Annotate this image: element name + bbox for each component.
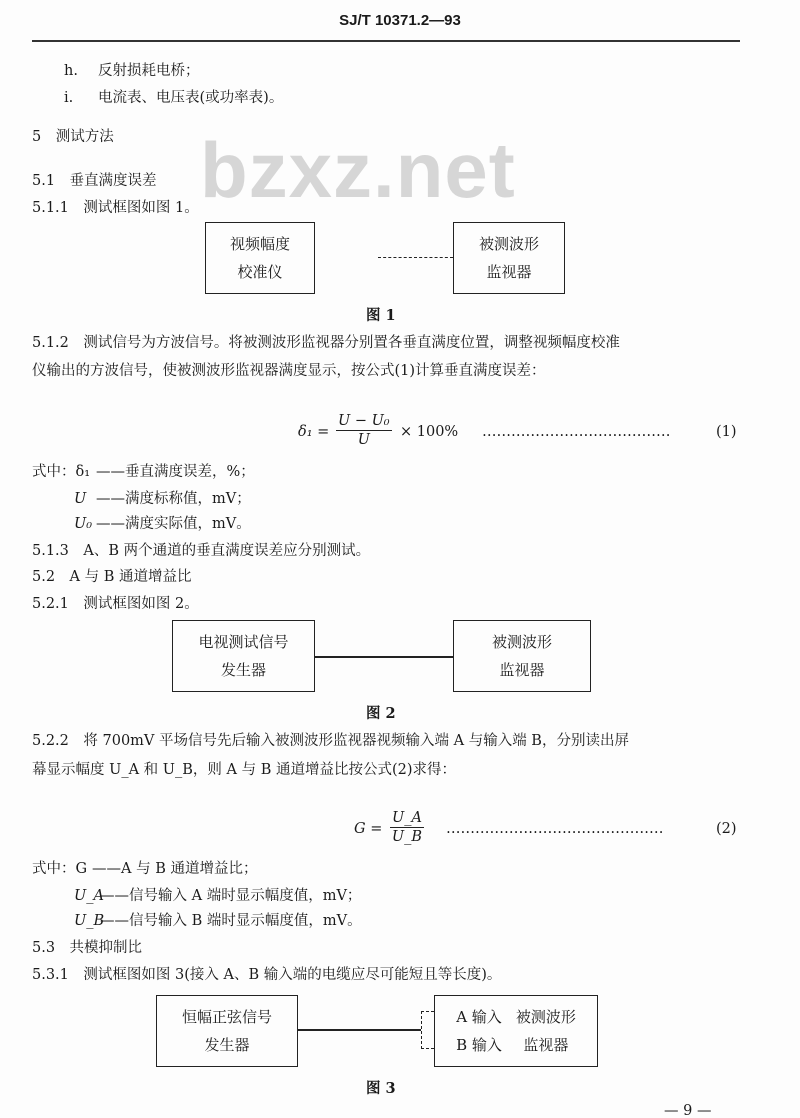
formula-tail: × 100% [400, 424, 459, 440]
paragraph: 5.2.2 将 700mV 平场信号先后输入被测波形监视器视频输入端 A 与输入端 B，分别读出屏 [32, 733, 629, 749]
formula-lhs: δ₁ = [298, 424, 330, 440]
list-item: 电流表、电压表(或功率表)。 [98, 90, 284, 106]
input-a-label: A 输入 [456, 1008, 502, 1026]
section-heading: 5.1 垂直满度误差 [32, 173, 157, 189]
paragraph: 仪输出的方波信号，使被测波形监视器满度显示，按公式(1)计算垂直满度误差： [32, 363, 546, 379]
page-number: — 9 — [664, 1103, 712, 1118]
box-label: 校准仪 [237, 263, 283, 281]
formula-fraction [390, 809, 424, 846]
fig1-connector [378, 257, 453, 260]
fig3-right-box [434, 995, 598, 1067]
paragraph: 5.2.1 测试框图如图 2。 [32, 596, 199, 612]
figure-caption: 图 1 [366, 307, 396, 324]
leader-dots: ………………………………… [482, 424, 671, 440]
box-label: 被测波形 [478, 235, 539, 253]
doc-header: SJ/T 10371.2—93 [339, 12, 461, 29]
formula-lhs: G = [354, 821, 383, 837]
fig3-splitter [421, 1011, 434, 1049]
list-marker: i. [64, 90, 74, 106]
where-symbol: U [74, 491, 87, 507]
device-labels [516, 1003, 576, 1059]
list-item: 反射损耗电桥； [98, 63, 200, 79]
input-labels [456, 1003, 502, 1059]
section-heading: 5.3 共模抑制比 [32, 940, 143, 956]
where-desc: ——满度实际值，mV。 [96, 516, 251, 532]
box-label: 发生器 [204, 1036, 250, 1054]
box-label: 监视器 [486, 263, 532, 281]
section-heading: 5 测试方法 [32, 129, 114, 145]
leader-dots: ……………………………………… [446, 821, 664, 837]
input-b-label: B 输入 [456, 1036, 502, 1054]
where-symbol: U_A [74, 888, 104, 904]
box-label: 被测波形 [515, 1008, 576, 1026]
where-desc: ——A 与 B 通道增益比； [92, 861, 258, 877]
fig2-left-box [172, 620, 315, 692]
where-desc: ——信号输入 B 端时显示幅度值，mV。 [100, 913, 362, 929]
where-symbol: U_B [74, 913, 105, 929]
section-heading: 5.2 A 与 B 通道增益比 [32, 569, 192, 585]
paragraph: 5.1.1 测试框图如图 1。 [32, 200, 199, 216]
box-label: 监视器 [499, 661, 545, 679]
box-label: 电视测试信号 [198, 633, 289, 651]
formula-fraction [336, 412, 392, 449]
fig2-connector [314, 656, 453, 658]
where-desc: ——垂直满度误差，%； [96, 464, 255, 480]
numerator: U_A [392, 810, 422, 826]
where-symbol: 式中：δ₁ [32, 464, 91, 480]
box-label: 恒幅正弦信号 [181, 1008, 272, 1026]
where-symbol: U₀ [74, 516, 93, 532]
box-label: 视频幅度 [229, 235, 290, 253]
box-label: 被测波形 [491, 633, 552, 651]
fig1-left-box [205, 222, 315, 294]
fig2-right-box [453, 620, 591, 692]
formula-number: (1) [716, 424, 737, 440]
box-label: 发生器 [220, 661, 266, 679]
paragraph: 5.3.1 测试框图如图 3(接入 A、B 输入端的电缆应尽可能短且等长度)。 [32, 967, 502, 983]
formula-number: (2) [716, 821, 737, 837]
header-rule [32, 40, 740, 42]
where-desc: ——满度标称值，mV； [96, 491, 251, 507]
denominator: U [357, 432, 370, 448]
numerator: U − U₀ [338, 413, 390, 429]
paragraph: 幕显示幅度 U_A 和 U_B，则 A 与 B 通道增益比按公式(2)求得： [32, 762, 456, 778]
fig1-right-box [453, 222, 565, 294]
list-marker: h. [64, 63, 78, 79]
where-desc: ——信号输入 A 端时显示幅度值，mV； [100, 888, 362, 904]
fig3-connector [297, 1029, 421, 1031]
figure-caption: 图 3 [366, 1080, 396, 1097]
denominator: U_B [391, 829, 423, 845]
watermark: bzxz.net [200, 126, 516, 214]
where-symbol: 式中：G [32, 861, 88, 877]
paragraph: 5.1.2 测试信号为方波信号。将被测波形监视器分别置各垂直满度位置，调整视频幅度校准 [32, 335, 620, 351]
box-label: 监视器 [523, 1036, 569, 1054]
fig3-left-box [156, 995, 298, 1067]
figure-caption: 图 2 [366, 705, 396, 722]
paragraph: 5.1.3 A、B 两个通道的垂直满度误差应分别测试。 [32, 543, 371, 559]
